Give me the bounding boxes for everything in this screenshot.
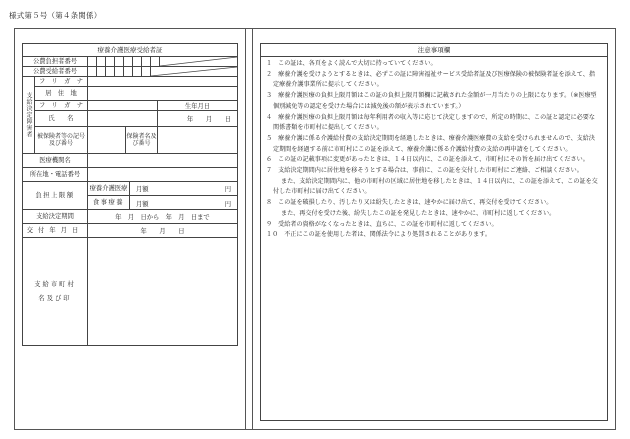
digit-box[interactable] bbox=[115, 57, 124, 66]
municipality-row bbox=[23, 238, 237, 345]
insurer-row bbox=[35, 127, 237, 153]
digit-box[interactable] bbox=[142, 67, 151, 76]
location-phone-label: 所在地・電話番号 bbox=[23, 168, 88, 181]
issue-date-value[interactable]: 年 月 日 bbox=[140, 228, 185, 235]
medical-institution-label: 医療機関名 bbox=[23, 154, 88, 167]
digit-box[interactable] bbox=[88, 57, 97, 66]
certificate-table bbox=[22, 43, 238, 346]
beneficiary-group-label: 支給決定障害者 bbox=[23, 77, 35, 153]
furigana-label-1: フ リ ガ ナ bbox=[35, 77, 88, 86]
name-label: 氏 名 bbox=[35, 111, 88, 126]
note-subitem: また、再交付を受けた後、紛失したこの証を発見したときは、速やかに、市町村に返してください。 bbox=[281, 209, 556, 217]
insurer-name-label: 保険者名及び番号 bbox=[126, 127, 158, 153]
recipient-number-row bbox=[23, 67, 237, 77]
note-item: ４ 療養介護医療の負担上限月額は毎年利用者の収入等に応じて決定しますので、所定の時期に、この証と認定に必要な関係書類を市町村に提出してください。 bbox=[266, 113, 595, 132]
monthly-label: 月額 bbox=[136, 186, 149, 193]
form-frame bbox=[14, 28, 616, 430]
ryoyo-kaigo-row bbox=[88, 182, 237, 196]
digit-box[interactable] bbox=[97, 67, 106, 76]
meal-care-label: 食事療養 bbox=[88, 196, 130, 210]
birth-date-label: 生年月日 bbox=[184, 103, 211, 110]
digit-box[interactable] bbox=[124, 67, 133, 76]
certificate-title: 療養介護医療受給者証 bbox=[23, 44, 237, 57]
decision-period-label: 支給決定期間 bbox=[23, 210, 88, 223]
note-item: ８ この証を破損したり、汚したり又は紛失したときは、速やかに届け出て、再交付を受けてください。 bbox=[266, 199, 553, 207]
birth-date-value[interactable]: 年 月 日 bbox=[186, 116, 231, 123]
public-payer-number-label: 公費負担者番号 bbox=[23, 57, 88, 66]
digit-box[interactable] bbox=[106, 67, 115, 76]
note-item: ９ 受給者の資格がなくなったときは、直ちに、この証を市町村に返してください。 bbox=[266, 220, 498, 228]
form-number: 様式第５号（第４条関係） bbox=[9, 11, 102, 20]
issue-date-row bbox=[23, 224, 237, 238]
address-field[interactable] bbox=[88, 87, 237, 100]
municipality-label: 支給市町村名及び印 bbox=[23, 238, 88, 345]
meal-care-amount[interactable] bbox=[130, 196, 237, 210]
note-item: １ この証は、各頁をよく読んで大切に持っていてください。 bbox=[266, 60, 437, 67]
monthly-label: 月額 bbox=[136, 200, 149, 208]
digit-box[interactable] bbox=[133, 67, 142, 76]
digit-box[interactable] bbox=[97, 57, 106, 66]
digit-box[interactable] bbox=[142, 57, 151, 66]
hatched-area bbox=[160, 57, 237, 66]
address-label: 居 住 地 bbox=[35, 87, 88, 100]
ryoyo-kaigo-amount[interactable] bbox=[130, 182, 237, 195]
municipality-seal-field[interactable] bbox=[88, 238, 237, 345]
note-item: ７ 支給決定期間内に居住地を移そうとする場合は、事前に、この証を交付した市町村にご連絡、ご相談ください。 bbox=[266, 167, 583, 175]
note-item: ２ 療養介護を受けようとするときは、必ずこの証に障害福祉サービス受給者証及び医療保険の被保険者証を添えて、指定療養介護事業所に提示してください。 bbox=[266, 70, 595, 89]
furigana-label-2: フ リ ガ ナ bbox=[35, 101, 88, 110]
hatched-area bbox=[151, 67, 237, 76]
notes-panel bbox=[260, 43, 608, 421]
note-item: ６ この証の記載事項に変更があったときは、１４日以内に、この証を添えて、市町村にその旨を届け出てください。 bbox=[266, 156, 589, 164]
insurer-symbol-field[interactable] bbox=[88, 127, 126, 153]
furigana-field-1[interactable] bbox=[88, 77, 237, 86]
digit-box[interactable] bbox=[151, 57, 160, 66]
name-field[interactable] bbox=[88, 111, 158, 126]
recipient-number-label: 公費受給者番号 bbox=[23, 67, 88, 76]
page-fold bbox=[245, 29, 253, 429]
note-item: ３ 療養介護医療の負担上限月額はこの証の負担上限月額欄に記載された金額が一月当たりの上限になります。（※医療型個別減免等の認定を受けた場合には減免後の額が表示されています。） bbox=[266, 92, 597, 110]
beneficiary-section bbox=[23, 77, 237, 154]
public-payer-number-row bbox=[23, 57, 237, 67]
notes-list bbox=[261, 57, 607, 241]
medical-institution-row bbox=[23, 154, 237, 168]
yen-label: 円 bbox=[224, 186, 231, 193]
furigana-row-1 bbox=[35, 77, 237, 87]
decision-period-value[interactable]: 年 月 日から 年 月 日まで bbox=[115, 214, 210, 221]
ryoyo-kaigo-label: 療養介護医療 bbox=[88, 182, 130, 195]
issue-date-label: 交付年月日 bbox=[23, 224, 88, 237]
notes-title: 注意事項欄 bbox=[261, 44, 607, 57]
furigana-row-2 bbox=[35, 101, 237, 111]
location-phone-field[interactable] bbox=[88, 168, 237, 181]
insurer-symbol-label: 被保険者等の記号及び番号 bbox=[35, 127, 88, 153]
medical-institution-field[interactable] bbox=[88, 154, 237, 167]
digit-box[interactable] bbox=[124, 57, 133, 66]
decision-period-row bbox=[23, 210, 237, 224]
digit-box[interactable] bbox=[88, 67, 97, 76]
yen-label: 円 bbox=[224, 200, 231, 208]
cost-cap-label: 負担上限額 bbox=[23, 182, 88, 209]
note-item: １０ 不正にこの証を使用した者は、関係法令により処罰されることがあります。 bbox=[266, 231, 491, 239]
note-subitem: また、支給決定期間内に、他の市町村の区域に居住地を移したときは、１４日以内に、この証を添えて、この証を交付した市町村に届け出てください。 bbox=[273, 177, 598, 196]
meal-care-row bbox=[88, 196, 237, 210]
location-phone-row bbox=[23, 168, 237, 182]
digit-box[interactable] bbox=[115, 67, 124, 76]
digit-box[interactable] bbox=[106, 57, 115, 66]
digit-box[interactable] bbox=[133, 57, 142, 66]
cost-cap-row bbox=[23, 182, 237, 210]
address-row bbox=[35, 87, 237, 101]
insurer-name-field[interactable] bbox=[158, 127, 237, 153]
note-item: ５ 療養介護に係る介護給付費の支給決定期間を経過したときは、療養介護医療費の支給を受けられませんので、支給決定期間を経過する前に市町村にこの証を添えて、療養介護に係る介護給付費の支給の再申請をしてください。 bbox=[266, 134, 595, 153]
name-row bbox=[35, 111, 237, 127]
furigana-field-2[interactable] bbox=[88, 101, 158, 110]
